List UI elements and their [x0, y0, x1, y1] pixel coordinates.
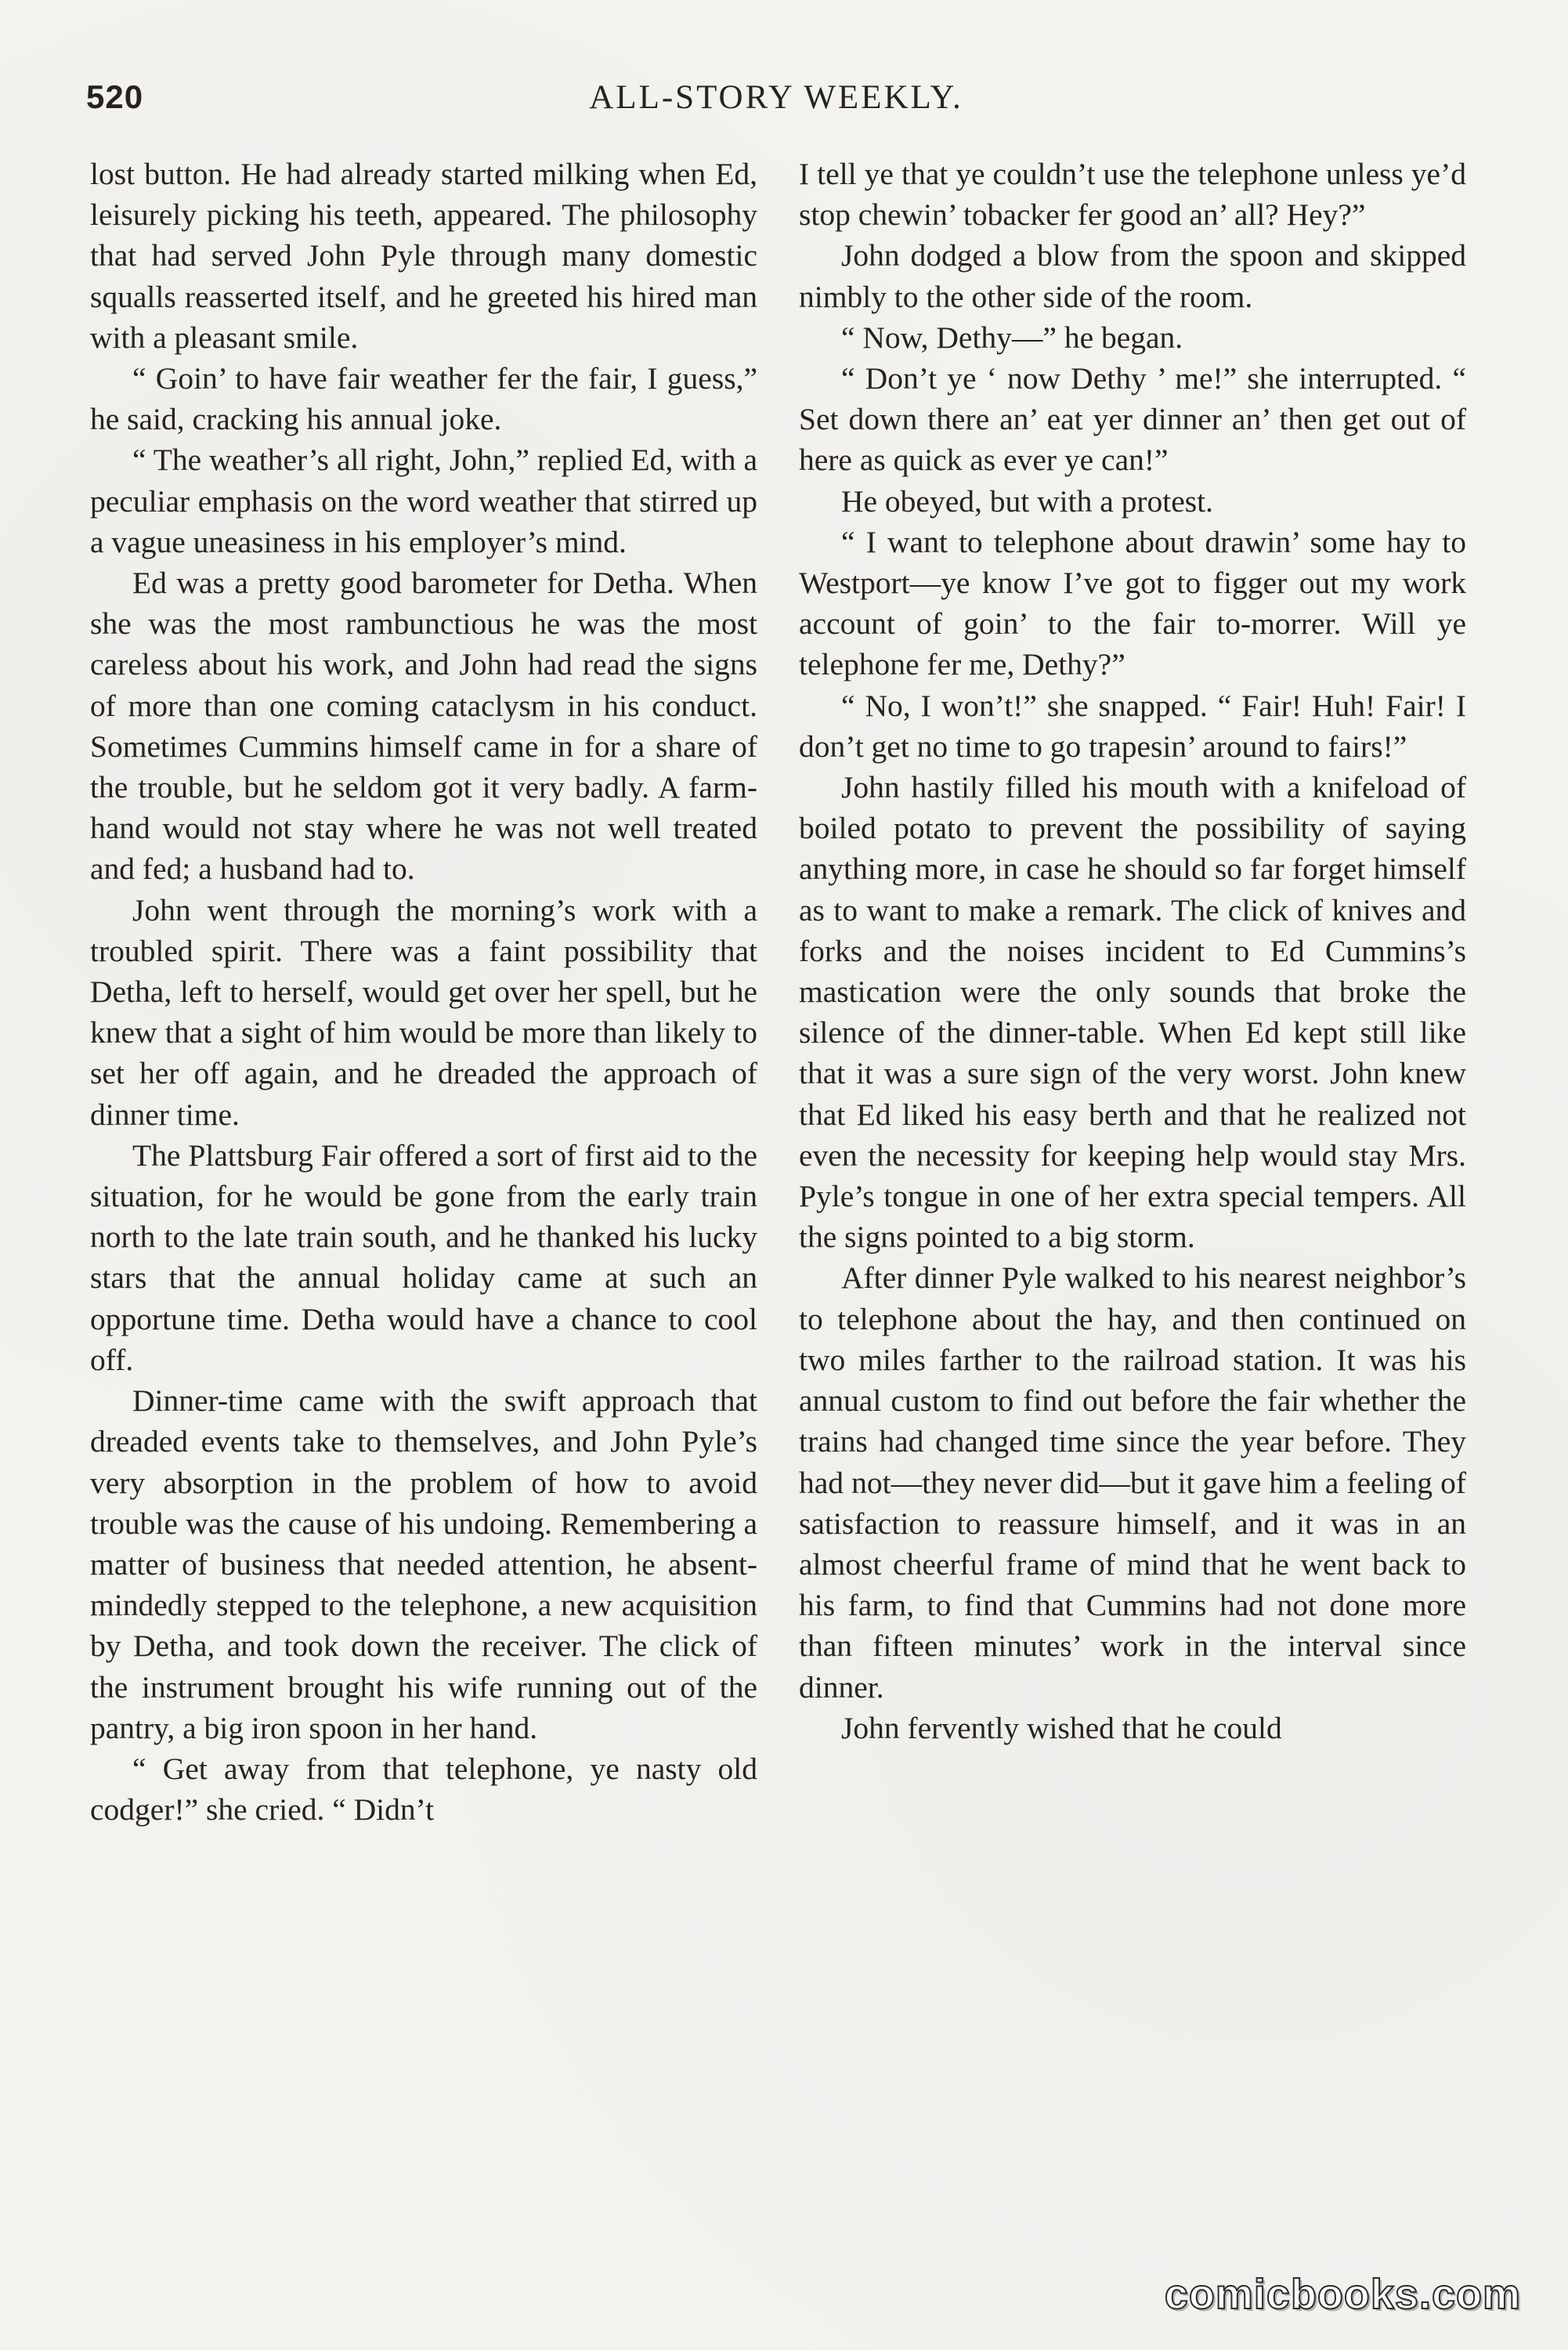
paragraph: John dodged a blow from the spoon and skipped nimbly to the other side of the room. [799, 238, 1466, 314]
paragraph: “ The weather’s all right, John,” replied Ed, with a peculiar emphasis on the word weather that stirred up a vague uneasiness in his employer’s mind. [90, 443, 757, 559]
paragraph: “ Get away from that telephone, ye nasty old codger!” she cried. “ Didn’t [90, 1751, 757, 1828]
paragraph: “ Goin’ to have fair weather fer the fair, I guess,” he said, cracking his annual joke. [90, 361, 757, 437]
paragraph: John fervently wished that he could [841, 1710, 1282, 1745]
paragraph: “ No, I won’t!” she snapped. “ Fair! Huh! Fair! I don’t get no time to go trapesin’ around to fairs!” [799, 688, 1466, 764]
paragraph: The Plattsburg Fair offered a sort of first aid to the situation, for he would be gone from the early train north to the late train south, and he thanked his lucky stars that the annual holiday came at such an opportune time. Detha would have a chance to cool off. [90, 1137, 757, 1377]
paragraph: He obeyed, but with a protest. [841, 483, 1213, 519]
paragraph: Ed was a pretty good barometer for Detha. When she was the most rambunctious he was the most careless about his work, and John had read the signs of more than one coming cataclysm in his conduct. Sometimes Cummins himself came in for a share of the trouble, but he seldom got it very badly. A farm-hand would not stay where he was not well treated and fed; a husband had to. [90, 566, 757, 887]
watermark-logo: comicbooks.com [1164, 2271, 1521, 2318]
paragraph: “ Don’t ye ‘ now Dethy ’ me!” she interrupted. “ Set down there an’ eat yer dinner an’ then get out of here as quick as ever ye can!” [799, 361, 1466, 478]
paragraph: Dinner-time came with the swift approach that dreaded events take to themselves, and John Pyle’s very absorption in the problem of how to avoid trouble was the cause of his undoing. Remembering a matter of business that needed attention, he absent-mindedly stepped to the telephone, a new acquisition by Detha, and took down the receiver. The click of the instrument brought his wife running out of the pantry, a big iron spoon in her hand. [90, 1383, 757, 1745]
paragraph: I tell ye that ye couldn’t use the telephone unless ye’d stop chewin’ tobacker fer good an’ all? Hey?” [799, 157, 1466, 233]
page-header [86, 78, 1466, 125]
paragraph: lost button. He had already started milking when Ed, leisurely picking his teeth, appeared. The philosophy that had served John Pyle through many domestic squalls reasserted itself, and he greeted his hired man with a pleasant smile. [90, 157, 757, 355]
left-column [90, 154, 757, 1830]
paragraph: John went through the morning’s work with a troubled spirit. There was a faint possibility that Detha, left to herself, would get over her spell, but he knew that a sight of him would be more than likely to set her off again, and he dreaded the approach of dinner time. [90, 892, 757, 1132]
paragraph: After dinner Pyle walked to his nearest neighbor’s to telephone about the hay, and then continued on two miles farther to the railroad station. It was his annual custom to find out before the fair whether the trains had changed time since the year before. They had not—they never did—but it gave him a feeling of satisfaction to reassure himself, and it was in an almost cheerful frame of mind that he went back to his farm, to find that Cummins had not done more than fifteen minutes’ work in the interval since dinner. [799, 1260, 1466, 1705]
page-number: 520 [86, 78, 144, 115]
right-column [799, 154, 1466, 1748]
paragraph: “ Now, Dethy—” he began. [841, 320, 1183, 355]
paragraph: John hastily filled his mouth with a knifeload of boiled potato to prevent the possibility of saying anything more, in case he should so far forget himself as to want to make a remark. The click of knives and forks and the noises incident to Ed Cummins’s mastication were the only sounds that broke the silence of the dinner-table. When Ed kept still like that it was a sure sign of the very worst. John knew that Ed liked his easy berth and that he realized not even the necessity for keeping help would stay Mrs. Pyle’s tongue in one of her extra special tempers. All the signs pointed to a big storm. [799, 770, 1466, 1255]
running-head: ALL-STORY WEEKLY. [589, 79, 963, 116]
paragraph: “ I want to telephone about drawin’ some hay to Westport—ye know I’ve got to figger out my work account of goin’ to the fair to-morrer. Will ye telephone fer me, Dethy?” [799, 524, 1466, 682]
